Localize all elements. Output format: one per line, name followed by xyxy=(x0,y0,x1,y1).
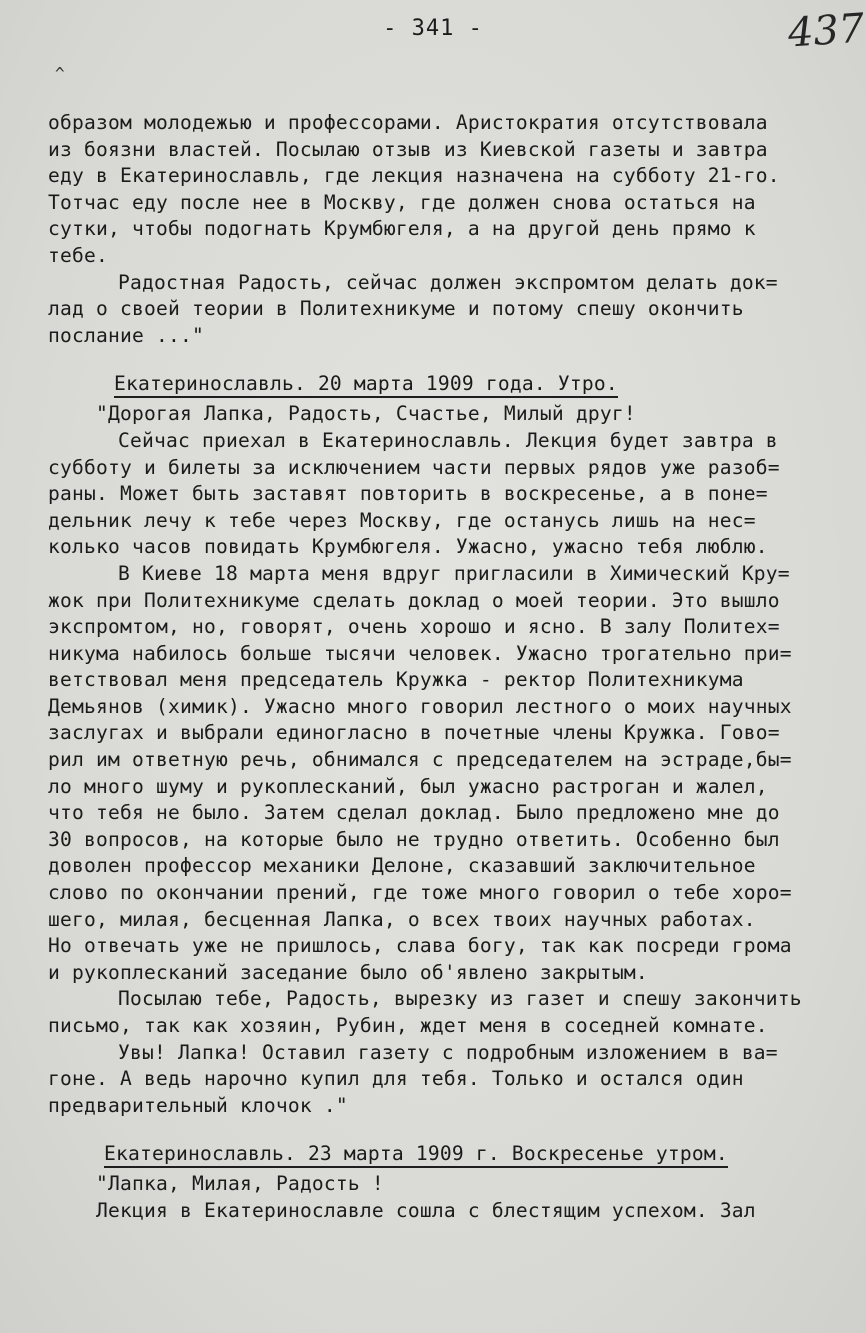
text-line: письмо, так как хозяин, Рубин, ждет меня в соседней комнате. xyxy=(48,1014,768,1037)
handwritten-archive-number: 437 xyxy=(786,5,866,57)
text-line: предварительный клочок ." xyxy=(48,1093,348,1117)
text-line: Демьянов (химик). Ужасно много говорил лестного о моих научных xyxy=(48,694,792,718)
text-line: образом молодежью и профессорами. Аристократия отсутствовала xyxy=(48,111,768,134)
text-line: лад о своей теории в Политехникуме и потому спешу окончить xyxy=(48,297,744,321)
text-line: Радостная Радость, сейчас должен экспромтом делать док= xyxy=(118,270,778,294)
text-line: слово по окончании прений, где тоже много говорил о тебе хоро= xyxy=(48,881,792,905)
text-line: дельник лечу к тебе через Москву, где останусь лишь на нес= xyxy=(48,508,756,532)
text-line: шего, милая, бесценная Лапка, о всех твоих научных работах. xyxy=(48,907,756,931)
text-line: Посылаю тебе, Радость, вырезку из газет и спешу закончить xyxy=(118,987,802,1011)
text-line: жок при Политехникуме сделать доклад о моей теории. Это вышло xyxy=(48,588,780,612)
text-line: что тебя не было. Затем сделал доклад. Было предложено мне до xyxy=(48,801,780,825)
letter-heading-container xyxy=(48,371,858,401)
text-line: Тотчас еду после нее в Москву, где должен снова остаться на xyxy=(48,190,756,214)
text-line: тебе. xyxy=(48,243,108,267)
text-line: Сейчас приехал в Екатеринославль. Лекция будет завтра в xyxy=(118,428,778,452)
text-line: Но отвечать уже не пришлось, слава богу, так как посреди грома xyxy=(48,934,792,958)
letter-heading: Екатеринославль. 20 марта 1909 года. Утро. xyxy=(114,372,618,398)
text-line: еду в Екатеринославль, где лекция назначена на субботу 21-го. xyxy=(48,164,780,188)
page-number: - 341 - xyxy=(383,16,483,41)
text-line: субботу и билеты за исключением части первых рядов уже разоб= xyxy=(48,455,780,479)
text-line: никума набилось больше тысячи человек. Ужасно трогательно при= xyxy=(48,641,792,665)
text-line: ветствовал меня председатель Кружка - ректор Политехникума xyxy=(48,668,744,692)
text-line: 30 вопросов, на которые было не трудно ответить. Особенно был xyxy=(48,827,780,851)
typed-text-body xyxy=(48,110,858,1225)
text-line: гоне. А ведь нарочно купил для тебя. Только и остался один xyxy=(48,1067,744,1091)
text-line: рил им ответную речь, обнимался с председателем на эстраде,бы= xyxy=(48,748,792,772)
text-line: заслугах и выбрали единогласно в почетные члены Кружка. Гово= xyxy=(48,721,780,745)
text-line: колько часов повидать Крумбюгеля. Ужасно, ужасно тебя люблю. xyxy=(48,535,768,559)
text-line: и рукоплесканий заседание было об'явлено закрытым. xyxy=(48,960,648,984)
text-line: В Киеве 18 марта меня вдруг пригласили в Химический Кру= xyxy=(118,561,790,585)
text-line: послание ..." xyxy=(48,323,204,347)
letter-heading-container xyxy=(48,1141,858,1171)
text-line: доволен профессор механики Делоне, сказавший заключительное xyxy=(48,854,756,878)
text-line: Увы! Лапка! Оставил газету с подробным изложением в ва= xyxy=(118,1040,778,1064)
text-line: сутки, чтобы подогнать Крумбюгеля, а на другой день прямо к xyxy=(48,217,756,241)
text-line: из боязни властей. Посылаю отзыв из Киевской газеты и завтра xyxy=(48,137,768,161)
salutation: "Дорогая Лапка, Радость, Счастье, Милый друг! xyxy=(96,402,636,426)
salutation: "Лапка, Милая, Радость ! xyxy=(96,1172,384,1196)
text-line: раны. Может быть заставят повторить в воскресенье, а в поне= xyxy=(48,482,768,506)
text-line: ло много шуму и рукоплесканий, был ужасно растроган и жалел, xyxy=(48,774,768,798)
letter-heading: Екатеринославль. 23 марта 1909 г. Воскресенье утром. xyxy=(104,1142,728,1168)
text-line: экспромтом, но, говорят, очень хорошо и ясно. В залу Политех= xyxy=(48,615,780,639)
text-line: Лекция в Екатеринославле сошла с блестящим успехом. Зал xyxy=(96,1198,756,1222)
caret-mark: ^ xyxy=(55,64,65,83)
